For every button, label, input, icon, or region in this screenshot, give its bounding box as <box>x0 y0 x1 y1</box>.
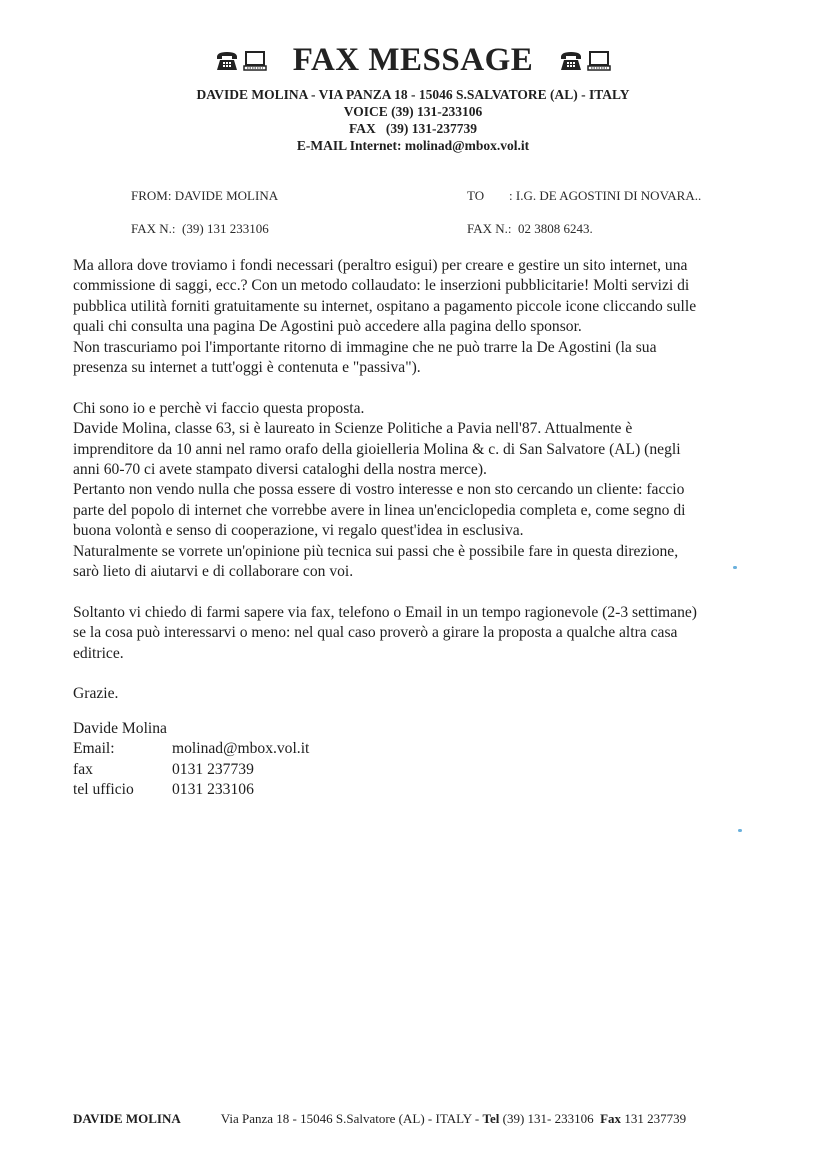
paragraph-funding <box>73 256 773 378</box>
title-row <box>0 42 826 79</box>
body-line: Davide Molina, classe 63, si è laureato in Scienze Politiche a Pavia nell'87. Attualmente è <box>73 420 633 438</box>
to-label: TO <box>467 188 485 203</box>
paragraph-request <box>73 603 773 664</box>
signature-name: Davide Molina <box>73 720 167 737</box>
computer-icon <box>587 51 611 71</box>
scan-speck <box>738 829 742 832</box>
body-line: parte del popolo di internet che vorrebbe avere in linea un'enciclopedia completa e, come segno di <box>73 501 686 519</box>
body-line: Non trascuriamo poi l'importante ritorno di immagine che ne può trarre la De Agostini (la sua <box>73 338 657 356</box>
body-line: commissione di saggi, ecc.? Con un metodo collaudato: le inserzioni pubblicitarie! Molti servizi di <box>73 277 690 295</box>
fax-title: FAX MESSAGE <box>292 42 534 78</box>
message-body <box>73 256 773 705</box>
body-line: editrice. <box>73 644 124 662</box>
signature-fax: 0131 237739 <box>172 760 254 778</box>
signature-row-fax <box>73 760 309 780</box>
right-icon-group <box>559 51 611 71</box>
body-line: Soltanto vi chiedo di farmi sapere via fax, telefono o Email in un tempo ragionevole (2-3 settimane) <box>73 603 697 621</box>
paragraph-about <box>73 399 773 583</box>
body-line: quali chi consulta una pagina De Agostini può accedere alla pagina dello sponsor. <box>73 318 582 336</box>
to-field: : I.G. DE AGOSTINI DI NOVARA.. <box>509 188 702 203</box>
signature-tel: 0131 233106 <box>172 781 254 799</box>
from-field: FROM: DAVIDE MOLINA <box>131 188 279 203</box>
signature-label: Email: <box>73 740 115 758</box>
body-line: se la cosa può interessarvi o meno: nel qual caso proverò a girare la proposta a qualche altra casa <box>73 624 678 642</box>
letterhead-address: DAVIDE MOLINA - VIA PANZA 18 - 15046 S.SALVATORE (AL) - ITALY <box>196 87 630 102</box>
footer-fax: 131 237739 <box>621 1111 687 1126</box>
signature-label: fax <box>73 760 93 778</box>
body-line: Naturalmente se vorrete un'opinione più tecnica sui passi che è possibile fare in questa direzione, <box>73 542 679 560</box>
letterhead-email: E-MAIL Internet: molinad@mbox.vol.it <box>296 138 530 153</box>
closing-text: Grazie. <box>73 685 119 703</box>
body-line: Chi sono io e perchè vi faccio questa proposta. <box>73 399 365 417</box>
letterhead-fax: FAX (39) 131-237739 <box>349 121 477 136</box>
signature-label: tel ufficio <box>73 781 134 799</box>
footer-tel: (39) 131- 233106 <box>499 1111 601 1126</box>
left-icon-group <box>215 51 267 71</box>
signature-row-email <box>73 739 309 759</box>
body-line: sarò lieto di aiutarvi e di collaborare con voi. <box>73 563 354 581</box>
footer-fax-label: Fax <box>600 1111 622 1126</box>
to-fax-field: FAX N.: 02 3808 6243. <box>467 221 593 236</box>
signature-email: molinad@mbox.vol.it <box>172 740 310 758</box>
signature-block <box>73 719 309 801</box>
letterhead-voice: VOICE (39) 131-233106 <box>343 104 483 119</box>
body-line: presenza su internet a tutt'oggi è contenuta e "passiva"). <box>73 359 421 377</box>
body-line: anni 60-70 ci avete stampato diversi cataloghi della nostra merce). <box>73 461 487 479</box>
footer-tel-label: Tel <box>482 1111 500 1126</box>
computer-icon <box>243 51 267 71</box>
body-line: buona volontà e senso di cooperazione, vi regalo quest'idea in esclusiva. <box>73 522 524 540</box>
telephone-icon <box>559 51 583 71</box>
from-fax-field: FAX N.: (39) 131 233106 <box>131 221 269 236</box>
signature-row-tel <box>73 780 309 800</box>
scan-speck <box>733 566 737 569</box>
body-line: Ma allora dove troviamo i fondi necessari (peraltro esigui) per creare e gestire un sito internet, una <box>73 257 688 274</box>
footer-name: DAVIDE MOLINA <box>73 1111 181 1126</box>
body-line: imprenditore da 10 anni nel ramo orafo della gioielleria Molina & c. di San Salvatore (AL) (negli <box>73 440 681 458</box>
telephone-icon <box>215 51 239 71</box>
body-line: Pertanto non vendo nulla che possa essere di vostro interesse e non sto cercando un cliente: faccio <box>73 481 685 499</box>
body-line: pubblica utilità forniti gratuitamente su internet, ospitano a pagamento piccole icone cliccando sulle <box>73 297 697 315</box>
footer <box>73 1111 686 1127</box>
footer-address: Via Panza 18 - 15046 S.Salvatore (AL) - ITALY - <box>220 1111 483 1126</box>
